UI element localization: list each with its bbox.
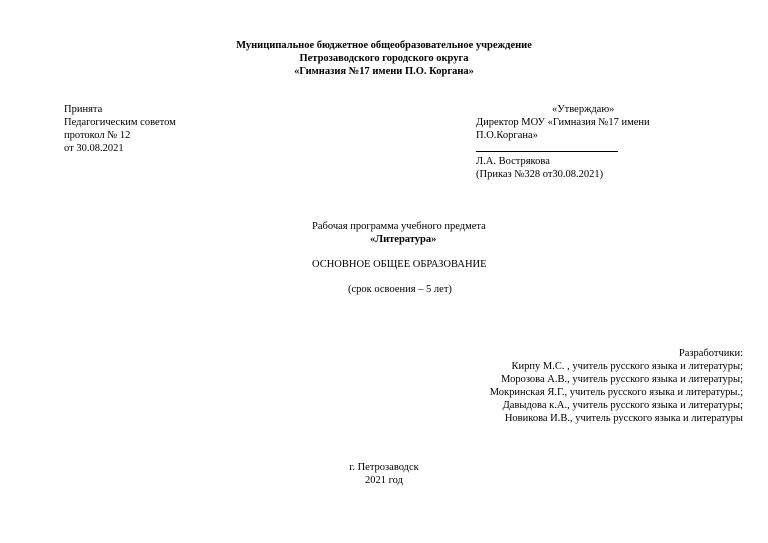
school-name-line-1: Муниципальное бюджетное общеобразовательное учреждение xyxy=(236,40,532,51)
school-name-line-2: Петрозаводского городского округа xyxy=(299,53,469,64)
footer-year: 2021 год xyxy=(365,475,403,486)
program-title: Рабочая программа учебного предмета xyxy=(312,221,486,232)
study-term: (срок освоения – 5 лет) xyxy=(348,284,452,295)
accepted-protocol: протокол № 12 xyxy=(64,130,131,141)
developer-item: Мокринская Я.Г., учитель русского языка и литературы.; xyxy=(489,387,743,398)
subject-name: «Литература» xyxy=(370,234,437,245)
approved-director: Директор МОУ «Гимназия №17 имени xyxy=(476,117,650,128)
footer-city: г. Петрозаводск xyxy=(349,462,419,473)
approved-director-cont: П.О.Коргана» xyxy=(476,130,538,141)
accepted-council: Педагогическим советом xyxy=(64,117,176,128)
developer-item: Морозова А.В., учитель русского языка и литературы; xyxy=(501,374,743,385)
developers-heading: Разработчики: xyxy=(678,348,743,359)
developer-item: Кирпу М.С. , учитель русского языка и литературы; xyxy=(511,361,743,372)
approved-order: (Приказ №328 от30.08.2021) xyxy=(476,169,604,180)
education-level: ОСНОВНОЕ ОБЩЕЕ ОБРАЗОВАНИЕ xyxy=(312,259,487,270)
developer-item: Давыдова к.А., учитель русского языка и литературы; xyxy=(502,400,743,411)
approved-name: Л.А. Вострякова xyxy=(476,156,550,167)
school-name-line-3: «Гимназия №17 имени П.О. Коргана» xyxy=(294,66,474,77)
accepted-label: Принята xyxy=(64,104,103,115)
approved-label: «Утверждаю» xyxy=(552,104,615,115)
signature-line xyxy=(476,151,618,152)
accepted-date: от 30.08.2021 xyxy=(64,143,124,154)
developer-item: Новикова И.В., учитель русского языка и литературы xyxy=(504,413,743,424)
